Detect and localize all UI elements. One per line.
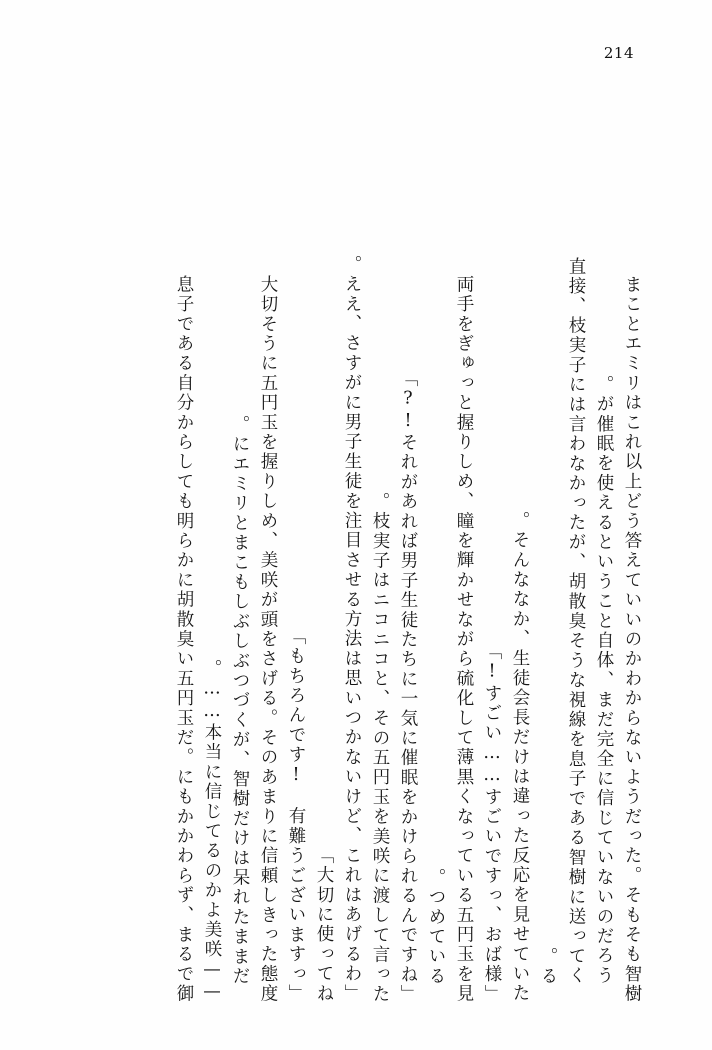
text-column: 「ええ、さすがに男子生徒を注目させる方法は思いつかないけど、これはあげるわ。 bbox=[342, 255, 362, 1004]
text-column: ——本当に信じてるのかよ美咲……。 bbox=[202, 659, 222, 1004]
text-column: そんななか、生徒会長だけは違った反応を見せていた。 bbox=[510, 511, 530, 1004]
text-column: 「すごい……すごいですっ、おば様!」 bbox=[482, 641, 502, 1004]
text-column: る。 bbox=[538, 946, 558, 986]
text-column: 両手をぎゅっと握りしめ、瞳を輝かせながら硫化して薄黒くなっている五円玉を見 bbox=[454, 275, 474, 1004]
page-number: 214 bbox=[603, 44, 634, 62]
text-column: 大切に使ってね」 bbox=[314, 846, 334, 1004]
text-column: が催眠を使えるということ自体、まだ完全に信じていないのだろう。 bbox=[594, 375, 614, 986]
text-column: 「もちろんです! 有難うございますっ」 bbox=[286, 627, 306, 1004]
text-column: にエミリとまこもしぶしぶつづくが、智樹だけは呆れたままだ。 bbox=[230, 414, 250, 986]
text-column: 大切そうに五円玉を握りしめ、美咲が頭をさげる。そのあまりに信頼しきった態度 bbox=[258, 275, 278, 1004]
text-column: 枝実子はニコニコと、その五円玉を美咲に渡して言った。 bbox=[370, 491, 390, 1004]
text-column: 息子である自分からしても明らかに胡散臭い五円玉だ。にもかかわらず、まるで御 bbox=[174, 275, 194, 1004]
text-column: つめている。 bbox=[426, 867, 446, 986]
text-column: 「それがあれば男子生徒たちに一気に催眠をかけられるんですね!?」 bbox=[398, 368, 418, 1004]
text-column: まことエミリはこれ以上どう答えていいのかわからないようだった。そもそも智樹 bbox=[622, 275, 642, 1004]
vertical-text-body bbox=[60, 86, 642, 1004]
text-column: 直接、枝実子には言わなかったが、胡散臭そうな視線を息子である智樹に送ってく bbox=[566, 257, 586, 986]
